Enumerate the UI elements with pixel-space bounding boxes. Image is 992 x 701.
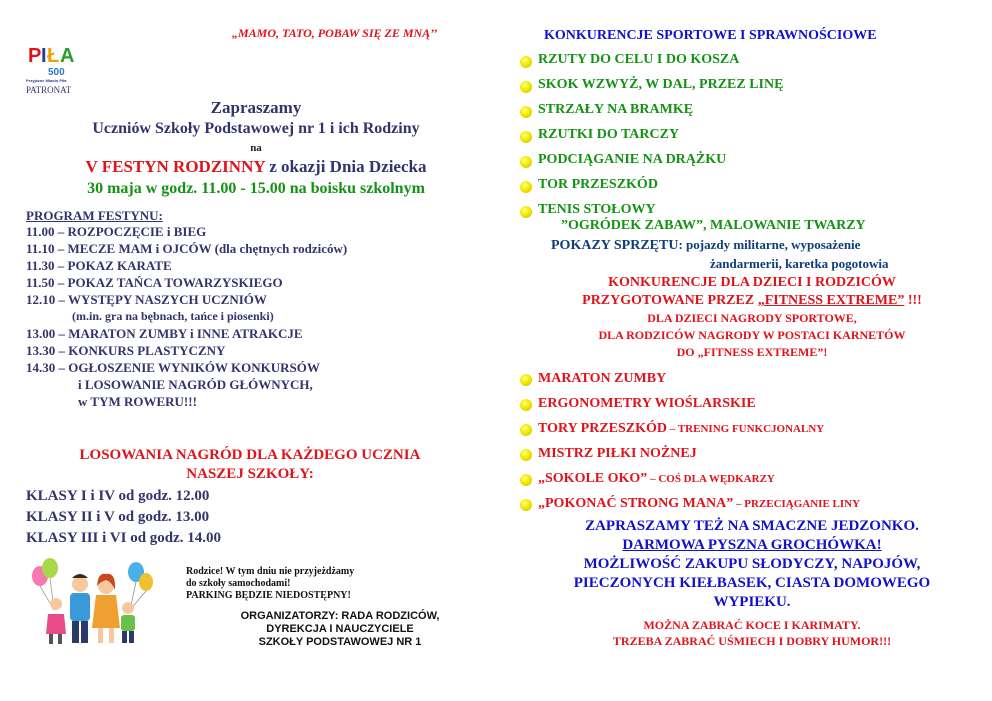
yellow-bullet-icon <box>520 449 532 461</box>
parking-notice <box>186 566 354 602</box>
yellow-bullet-icon <box>520 81 532 93</box>
festyn-name: V FESTYN RODZINNY <box>85 157 265 176</box>
pokazy-label: POKAZY SPRZĘTU <box>551 238 679 253</box>
fitness-line3: DLA DZIECI NAGRODY SPORTOWE, <box>647 311 857 325</box>
fitness-line1: KONKURENCJE DLA DZIECI I RODZICÓW <box>608 275 896 290</box>
activities-list <box>520 367 970 517</box>
sports-label: RZUTKI DO TARCZY <box>538 127 680 142</box>
program-item: 12.10 – WYSTĘPY NASZYCH UCZNIÓW <box>26 292 267 307</box>
sports-label: TOR PRZESZKÓD <box>538 177 658 192</box>
yellow-bullet-icon <box>520 56 532 68</box>
food-line4: PIECZONYCH KIEŁBASEK, CIASTA DOMOWEGO <box>573 575 931 591</box>
svg-text:I: I <box>41 45 47 67</box>
activity-item <box>520 467 970 492</box>
pokazy-line2: żandarmerii, karetka pogotowia <box>710 256 889 271</box>
fitness-line2-pre: PRZYGOTOWANE PRZEZ <box>582 293 758 308</box>
activity-item <box>520 417 970 442</box>
sports-list <box>520 50 960 225</box>
yellow-bullet-icon <box>520 156 532 168</box>
activity-item <box>520 392 970 417</box>
fitness-extreme-link[interactable]: „FITNESS EXTREME” <box>757 293 905 308</box>
sports-item <box>520 150 960 175</box>
sports-label: SKOK WZWYŻ, W DAL, PRZEZ LINĘ <box>538 77 784 92</box>
sports-item <box>520 50 960 75</box>
sports-item <box>520 75 960 100</box>
klasy-item: KLASY II i V od godz. 13.00 <box>26 509 210 525</box>
fitness-line5: DO „FITNESS EXTREME”! <box>676 345 828 359</box>
program-item: 11.50 – POKAZ TAŃCA TOWARZYSKIEGO <box>26 275 283 290</box>
food-line1: ZAPRASZAMY TEŻ NA SMACZNE JEDZONKO. <box>585 518 919 534</box>
fitness-block <box>512 274 992 361</box>
activity-item <box>520 492 970 517</box>
sports-item <box>520 175 960 200</box>
yellow-bullet-icon <box>520 424 532 436</box>
activity-item <box>520 442 970 467</box>
losowania-line2: NASZEJ SZKOŁY: <box>186 466 314 482</box>
closing-line2: TRZEBA ZABRAĆ UŚMIECH I DOBRY HUMOR!!! <box>612 634 892 648</box>
svg-text:Ł: Ł <box>47 45 60 67</box>
patronat-label: PATRONAT <box>26 85 72 95</box>
activity-text: MARATON ZUMBY <box>538 371 667 386</box>
fitness-line4: DLA RODZICÓW NAGRODY W POSTACI KARNETÓW <box>598 328 906 342</box>
program-list <box>26 223 347 410</box>
festyn-line <box>0 157 512 177</box>
yellow-bullet-icon <box>520 374 532 386</box>
sports-item <box>520 100 960 125</box>
pokazy-line1 <box>551 237 860 254</box>
organizers <box>190 610 490 649</box>
fitness-line2 <box>512 292 992 310</box>
program-item: 11.10 – MECZE MAM i OJCÓW (dla chętnych rodziców) <box>26 241 348 256</box>
activity-text: ERGONOMETRY WIOŚLARSKIE <box>538 396 756 411</box>
sports-label: TENIS STOŁOWY <box>538 202 656 217</box>
yellow-bullet-icon <box>520 106 532 118</box>
festyn-date: 30 maja w godz. 11.00 - 15.00 na boisku szkolnym <box>87 180 425 197</box>
food-line2: DARMOWA PYSZNA GROCHÓWKA! <box>622 537 882 553</box>
activity-text: TORY PRZESZKÓD – TRENING FUNKCJONALNY <box>538 421 825 436</box>
invite-line1: Zapraszamy <box>210 98 302 117</box>
activity-text: „SOKOLE OKO” – COŚ DLA WĘDKARZY <box>538 471 775 486</box>
invite-line2: Uczniów Szkoły Podstawowej nr 1 i ich Rodziny <box>92 120 420 137</box>
closing-block <box>512 617 992 649</box>
sports-label: PODCIĄGANIE NA DRĄŻKU <box>538 152 727 167</box>
svg-text:P: P <box>28 45 42 67</box>
pila-logo-graphic <box>26 42 82 78</box>
klasy-item: KLASY I i IV od godz. 12.00 <box>26 488 210 504</box>
parking-line1: Rodzice! W tym dniu nie przyjeżdżamy <box>186 566 355 577</box>
parking-line2: do szkoły samochodami! <box>186 578 291 589</box>
sports-label: RZUTY DO CELU I DO KOSZA <box>538 52 740 67</box>
program-item: 11.30 – POKAZ KARATE <box>26 258 172 273</box>
yellow-bullet-icon <box>520 206 532 218</box>
motto: „MAMO, TATO, POBAW SIĘ ZE MNĄ’’ <box>232 26 438 40</box>
fitness-line2-post: !!! <box>904 293 922 308</box>
program-item: 13.00 – MARATON ZUMBY i INNE ATRAKCJE <box>26 326 303 341</box>
activity-text: „POKONAĆ STRONG MANA” – PRZECIĄGANIE LINY <box>538 496 861 511</box>
program-item: 11.00 – ROZPOCZĘCIE i BIEG <box>26 224 207 239</box>
klasy-list <box>26 486 221 549</box>
yellow-bullet-icon <box>520 131 532 143</box>
activity-item <box>520 367 970 392</box>
organizers-line1: ORGANIZATORZY: RADA RODZICÓW, <box>240 610 440 622</box>
festyn-occasion: z okazji Dnia Dziecka <box>265 157 427 176</box>
sports-label: STRZAŁY NA BRAMKĘ <box>538 102 694 117</box>
ogrodek-line: ”OGRÓDEK ZABAW”, MALOWANIE TWARZY <box>561 218 866 233</box>
sports-item <box>520 125 960 150</box>
logo-tagline: Przyjazne Miasto Piła <box>26 78 67 83</box>
pokazy-rest1: : pojazdy militarne, wyposażenie <box>678 237 861 252</box>
organizers-line2: DYREKCJA I NAUCZYCIELE <box>266 623 414 635</box>
yellow-bullet-icon <box>520 499 532 511</box>
program-item: 14.30 – OGŁOSZENIE WYNIKÓW KONKURSÓW <box>26 360 320 375</box>
yellow-bullet-icon <box>520 181 532 193</box>
program-item: 13.30 – KONKURS PLASTYCZNY <box>26 343 226 358</box>
yellow-bullet-icon <box>520 474 532 486</box>
losowania-line1: LOSOWANIA NAGRÓD DLA KAŻDEGO UCZNIA <box>79 447 421 463</box>
activity-text: MISTRZ PIŁKI NOŻNEJ <box>538 446 697 461</box>
program-item: (m.in. gra na bębnach, tańce i piosenki) <box>72 309 274 323</box>
svg-text:500: 500 <box>48 67 65 78</box>
food-line5: WYPIEKU. <box>713 594 791 610</box>
invite-line3: na <box>250 142 262 154</box>
family-balloons-illustration <box>26 558 156 648</box>
organizers-line3: SZKOŁY PODSTAWOWEJ NR 1 <box>258 636 422 648</box>
parking-line3: PARKING BĘDZIE NIEDOSTĘPNY! <box>186 590 351 601</box>
program-item: i LOSOWANIE NAGRÓD GŁÓWNYCH, <box>78 377 313 392</box>
program-item: w TYM ROWERU!!! <box>78 394 197 409</box>
food-block <box>512 517 992 612</box>
yellow-bullet-icon <box>520 399 532 411</box>
klasy-item: KLASY III i VI od godz. 14.00 <box>26 530 222 546</box>
closing-line1: MOŻNA ZABRAĆ KOCE I KARIMATY. <box>643 618 861 632</box>
svg-text:A: A <box>60 45 75 67</box>
sports-title: KONKURENCJE SPORTOWE I SPRAWNOŚCIOWE <box>544 28 877 43</box>
food-line3: MOŻLIWOŚĆ ZAKUPU SŁODYCZY, NAPOJÓW, <box>583 556 921 572</box>
program-title: PROGRAM FESTYNU: <box>26 208 163 223</box>
